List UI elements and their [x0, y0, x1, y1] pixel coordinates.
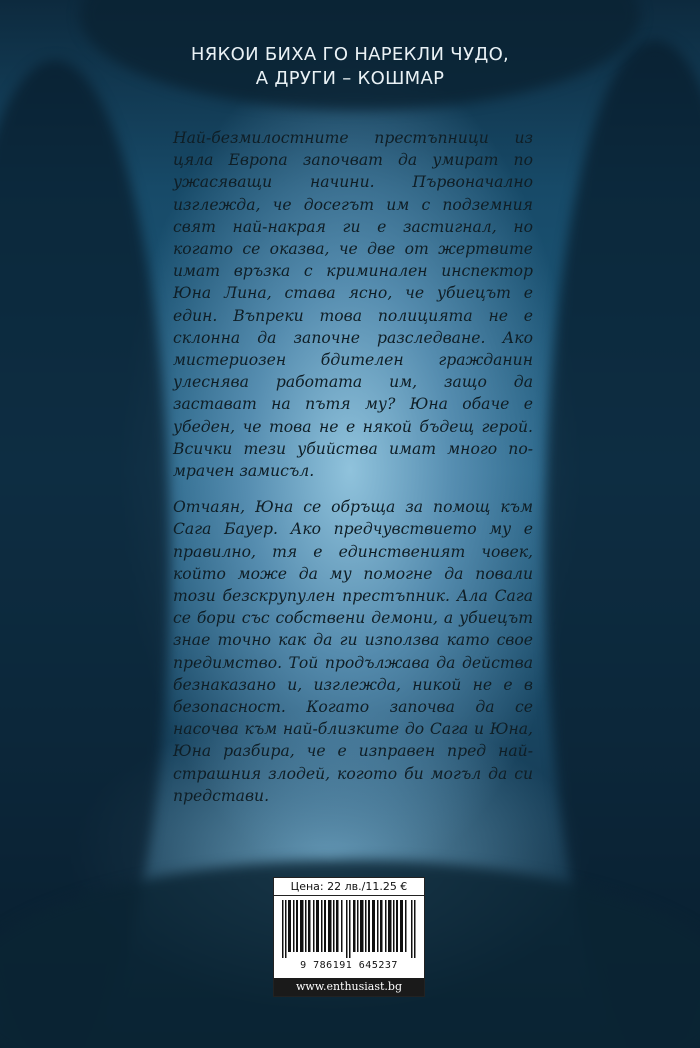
blurb-paragraph-1: Най-безмилостните престъпници из цяла Европа започват да умират по ужасяващи начини. Първоначално изглежда, че досегът им с подземния свят най-накрая ги е застигнал, но когато се оказва, че две от жертвите имат връзка с криминален инспектор Юна Лина, става ясно, че убиецът е един. Въпреки това полицията не е склонна да започне разследване. Ако мистериозен бдителен гражданин улеснява работата им, защо да застават на пътя му? Юна обаче е убеден, че това не е някой бъдещ герой. Всички тези убийства имат много по-мрачен замисъл.	[173, 129, 533, 481]
tagline-line-2: А ДРУГИ – КОШМАР	[255, 68, 445, 89]
tagline-line-1: НЯКОИ БИХА ГО НАРЕКЛИ ЧУДО,	[190, 44, 510, 65]
price-label: Цена: 22 лв./11.25 €	[274, 878, 424, 896]
blurb-paragraph-2: Отчаян, Юна се обръща за помощ към Сага Бауер. Ако предчувствието му е правилно, тя е единственият човек, който може да му помогне да повали този безскрупулен престъпник. Ала Сага се бори със собствени демони, а убиецът знае точно как да ги използва като свое предимство. Той продължава да действа безнаказано и, изглежда, никой не е в безопасност. Когато започва да се насочва към най-близките до Сага и Юна, Юна разбира, че е изправен пред най-страшния злодей, когото би могъл да си представи.	[173, 498, 533, 805]
book-blurb	[173, 127, 533, 807]
isbn-number: 9 786191 645237	[300, 960, 398, 971]
publisher-website: www.enthusiast.bg	[274, 978, 424, 996]
tagline	[0, 43, 700, 91]
barcode-panel	[273, 877, 425, 997]
barcode-image	[282, 900, 416, 958]
